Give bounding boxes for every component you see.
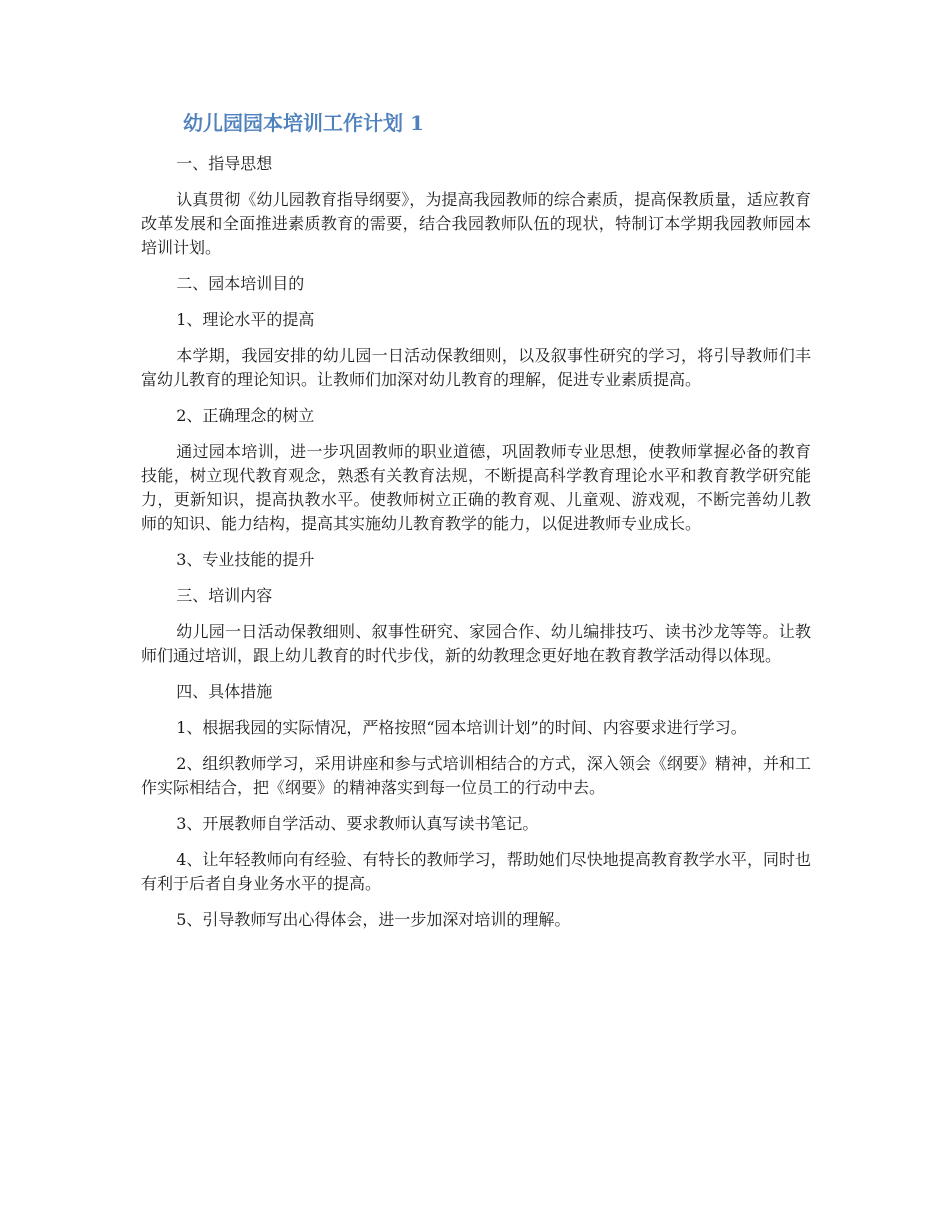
measure-item-3: 3、开展教师自学活动、要求教师认真写读书笔记。 <box>176 814 539 833</box>
measure-item-5: 5、引导教师写出心得体会，进一步加深对培训的理解。 <box>176 910 571 929</box>
subheading-professional-skills: 3、专业技能的提升 <box>176 550 315 569</box>
section-heading-measures: 四、具体措施 <box>176 682 273 701</box>
section-heading-training-goals: 二、园本培训目的 <box>176 274 305 293</box>
measure-item-1: 1、根据我园的实际情况，严格按照“园本培训计划”的时间、内容要求进行学习。 <box>176 718 747 737</box>
section-heading-guiding-thought: 一、指导思想 <box>176 154 273 173</box>
paragraph-training-content: 幼儿园一日活动保教细则、叙事性研究、家园合作、幼儿编排技巧、读书沙龙等等。让教师们通过培训，跟上幼儿教育的时代步伐，新的幼教理念更好地在教育教学活动得以体现。 <box>141 622 811 665</box>
subheading-theory-level: 1、理论水平的提高 <box>176 310 315 329</box>
subheading-correct-concepts: 2、正确理念的树立 <box>176 406 315 425</box>
paragraph-guiding-thought: 认真贯彻《幼儿园教育指导纲要》，为提高我园教师的综合素质，提高保教质量，适应教育改革发展和全面推进素质教育的需要，结合我园教师队伍的现状，特制订本学期我园教师园本培训计划。 <box>141 190 811 257</box>
measure-item-4: 4、让年轻教师向有经验、有特长的教师学习，帮助她们尽快地提高教育教学水平，同时也有利于后者自身业务水平的提高。 <box>141 850 811 893</box>
section-heading-training-content: 三、培训内容 <box>176 586 273 605</box>
paragraph-theory-level: 本学期，我园安排的幼儿园一日活动保教细则，以及叙事性研究的学习，将引导教师们丰富幼儿教育的理论知识。让教师们加深对幼儿教育的理解，促进专业素质提高。 <box>141 346 811 389</box>
document-title: 幼儿园园本培训工作计划 1 <box>183 111 424 135</box>
measure-item-2: 2、组织教师学习，采用讲座和参与式培训相结合的方式，深入领会《纲要》精神，并和工作实际相结合，把《纲要》的精神落实到每一位员工的行动中去。 <box>141 754 811 797</box>
document-body <box>141 108 811 944</box>
paragraph-correct-concepts: 通过园本培训，进一步巩固教师的职业道德，巩固教师专业思想，使教师掌握必备的教育技能，树立现代教育观念，熟悉有关教育法规，不断提高科学教育理论水平和教育教学研究能力，更新知识，提高执教水平。使教师树立正确的教育观、儿童观、游戏观，不断完善幼儿教师的知识、能力结构，提高其实施幼儿教育教学的能力，以促进教师专业成长。 <box>141 442 811 533</box>
